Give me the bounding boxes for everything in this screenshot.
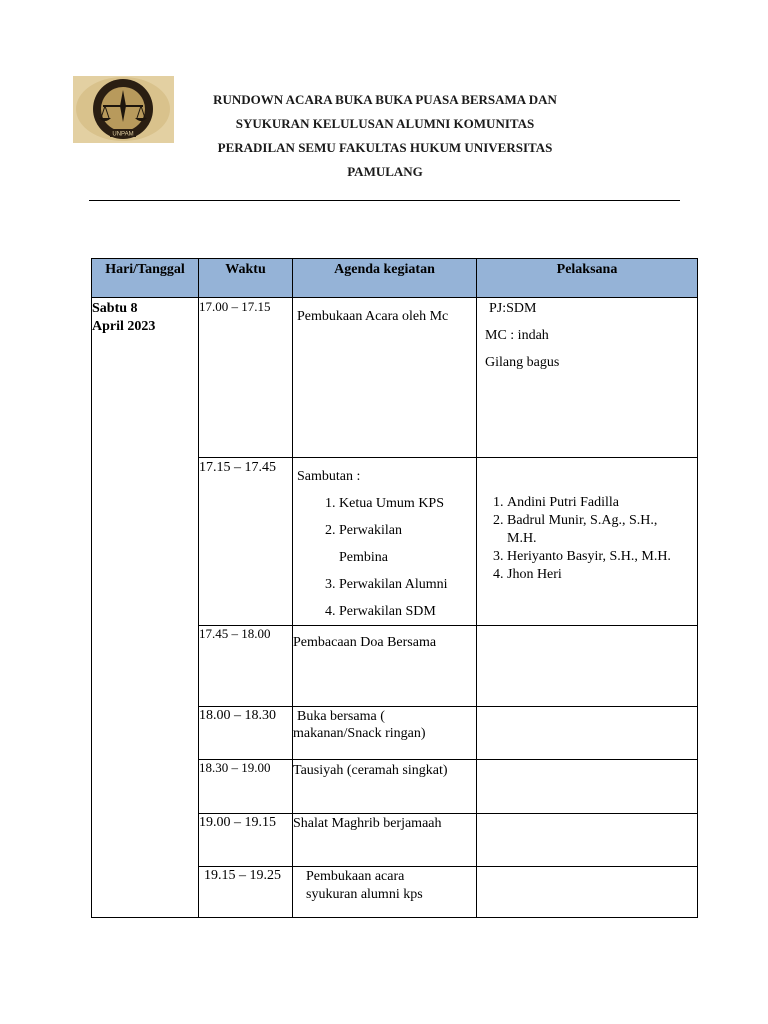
agenda-cell: Sambutan : 1. Ketua Umum KPS 2. Perwakilan Pembina 3. Perwakilan Alumni 4. Perwakilan SDM	[293, 458, 477, 626]
list-item: 4. Jhon Heri	[507, 566, 697, 584]
title-line-4: PAMULANG	[347, 164, 423, 179]
header-divider	[89, 200, 680, 201]
agenda-cell: Tausiyah (ceramah singkat)	[293, 760, 477, 814]
list-item: 2. Badrul Munir, S.Ag., S.H., M.H.	[507, 512, 697, 548]
list-item: 1. Ketua Umum KPS	[339, 490, 476, 517]
time-cell: 18.30 – 19.00	[199, 760, 293, 814]
time-cell: 19.00 – 19.15	[199, 814, 293, 867]
executor-cell	[477, 867, 698, 918]
executor-cell	[477, 707, 698, 760]
logo-abbr: UNPAM	[112, 131, 134, 138]
agenda-cell: Shalat Maghrib berjamaah	[293, 814, 477, 867]
time-cell: 17.15 – 17.45	[199, 458, 293, 626]
table-header-row	[92, 259, 698, 298]
list-item: 1. Andini Putri Fadilla	[507, 494, 697, 512]
list-item: 4. Perwakilan SDM	[339, 598, 476, 625]
agenda-cell: Pembacaan Doa Bersama	[293, 626, 477, 707]
document-title	[185, 88, 585, 184]
list-item: 3. Heriyanto Basyir, S.H., M.H.	[507, 548, 697, 566]
day-line-2: April 2023	[92, 319, 156, 334]
list-item: 2. Perwakilan Pembina	[339, 517, 476, 571]
time-cell: 17.45 – 18.00	[199, 626, 293, 707]
time-cell: 19.15 – 19.25	[199, 867, 293, 918]
rundown-table	[91, 258, 698, 918]
agenda-cell: Buka bersama ( makanan/Snack ringan)	[293, 707, 477, 760]
title-line-1: RUNDOWN ACARA BUKA BUKA PUASA BERSAMA DAN	[213, 92, 557, 107]
day-cell	[92, 298, 199, 918]
executor-list	[477, 494, 697, 584]
header-agenda: Agenda kegiatan	[293, 259, 477, 298]
header-day: Hari/Tanggal	[92, 259, 199, 298]
community-logo	[73, 76, 174, 143]
time-cell: 17.00 – 17.15	[199, 298, 293, 458]
table-row	[92, 298, 698, 458]
title-line-2: SYUKURAN KELULUSAN ALUMNI KOMUNITAS	[235, 116, 535, 131]
executor-cell	[477, 814, 698, 867]
agenda-cell: Pembukaan Acara oleh Mc	[293, 298, 477, 458]
header-executor: Pelaksana	[477, 259, 698, 298]
agenda-cell: Pembukaan acara syukuran alumni kps	[293, 867, 477, 918]
day-line-1: Sabtu 8	[92, 301, 138, 316]
list-item: 3. Perwakilan Alumni	[339, 571, 476, 598]
time-cell: 18.00 – 18.30	[199, 707, 293, 760]
executor-cell: PJ:SDM MC : indah Gilang bagus	[477, 298, 698, 458]
executor-cell	[477, 626, 698, 707]
header-time: Waktu	[199, 259, 293, 298]
title-line-3: PERADILAN SEMU FAKULTAS HUKUM UNIVERSITAS	[217, 140, 553, 155]
speaker-list	[293, 490, 476, 625]
executor-cell	[477, 458, 698, 626]
scales-of-justice-emblem	[73, 76, 174, 143]
executor-cell	[477, 760, 698, 814]
